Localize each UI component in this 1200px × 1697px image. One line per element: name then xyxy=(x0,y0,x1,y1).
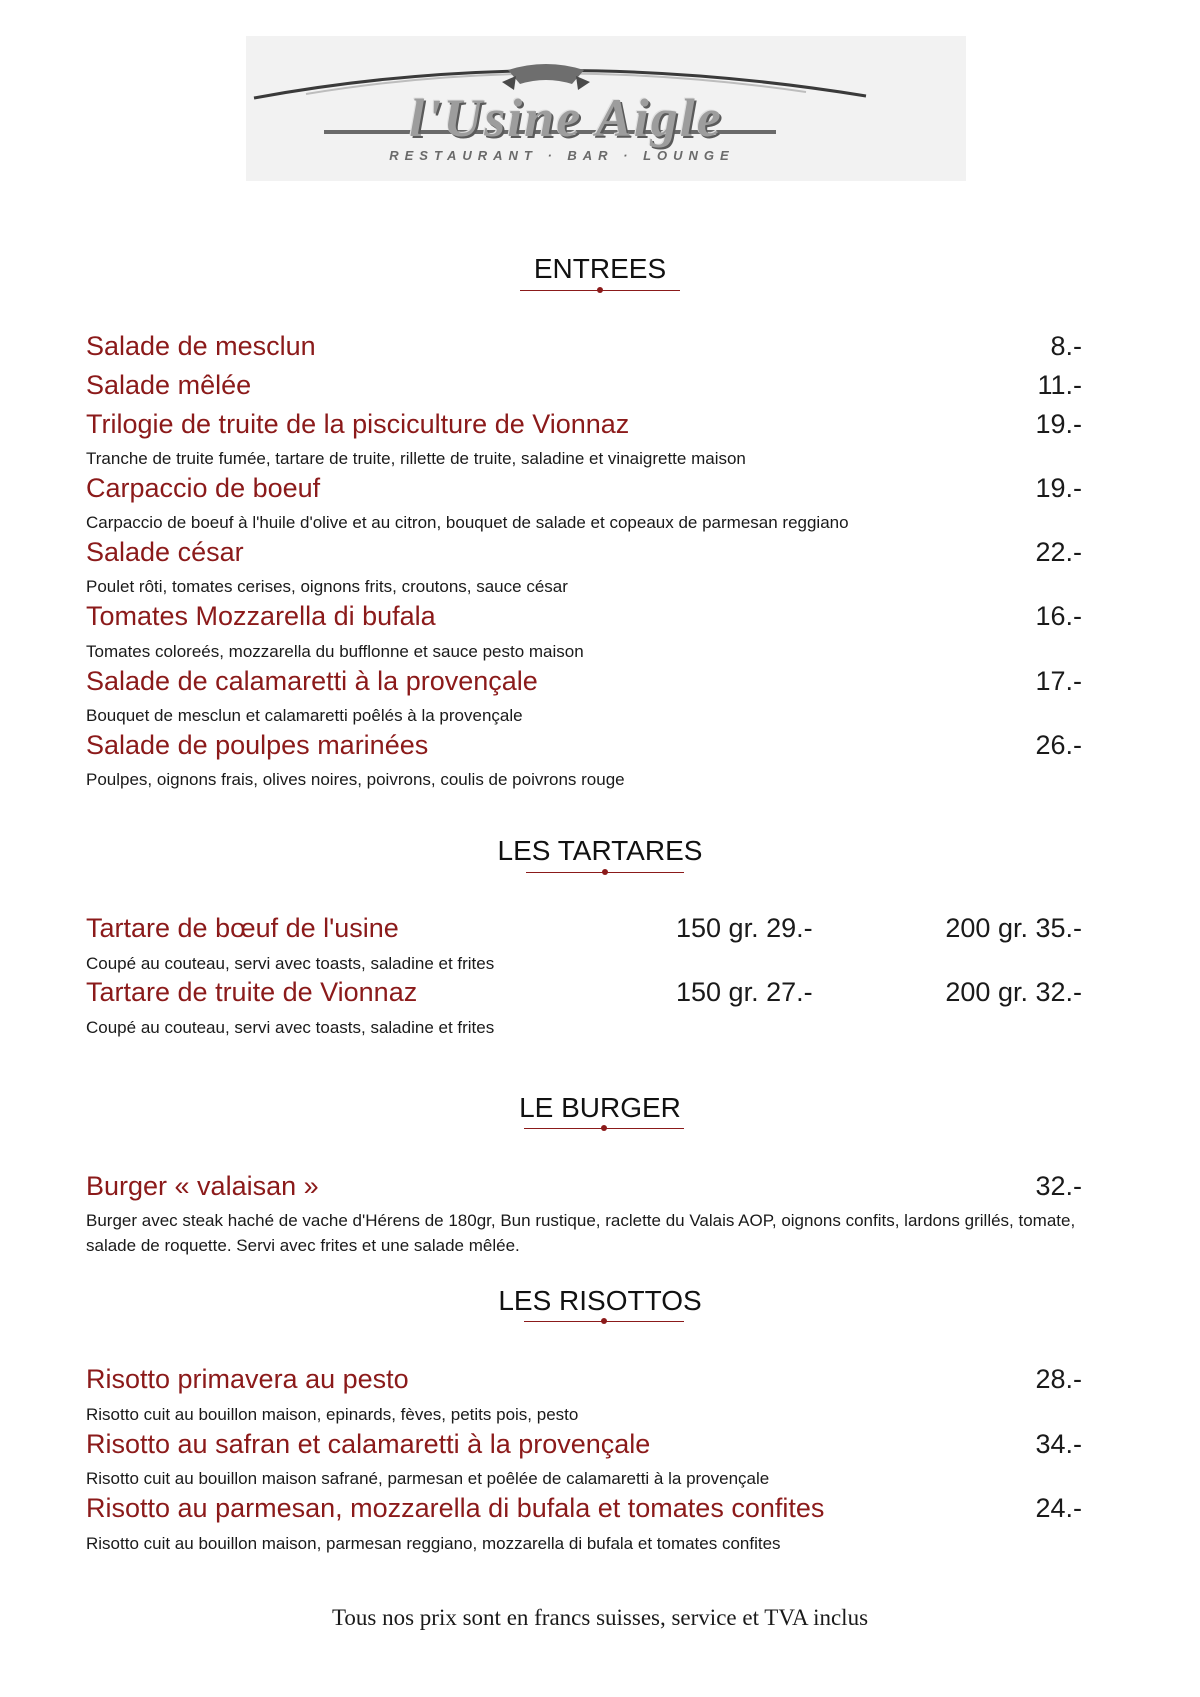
logo-wordmark: l'Usine Aigle xyxy=(409,88,723,148)
price-footnote: Tous nos prix sont en francs suisses, service et TVA inclus xyxy=(331,1605,869,1630)
menu-item-description: Coupé au couteau, servi avec toasts, saladine et frites xyxy=(86,954,495,973)
menu-item-price-small: 150 gr. 27.- xyxy=(676,977,813,1007)
menu-item-price: 11.- xyxy=(1037,370,1082,400)
menu-item-description: Tomates coloreés, mozzarella du bufflonne et sauce pesto maison xyxy=(86,642,584,661)
menu-item-name: Salade de calamaretti à la provençale xyxy=(86,666,538,696)
menu-item-name: Tartare de truite de Vionnaz xyxy=(86,977,418,1007)
menu-item-description: Carpaccio de boeuf à l'huile d'olive et au citron, bouquet de salade et copeaux de parmesan reggiano xyxy=(86,513,849,532)
section-title-entrees: ENTREES xyxy=(533,253,667,284)
menu-item-name: Salade mêlée xyxy=(86,370,252,400)
menu-item-price: 17.- xyxy=(1035,666,1082,696)
menu-item-price: 8.- xyxy=(1050,331,1082,361)
menu-item-price-large: 200 gr. 32.- xyxy=(945,977,1082,1007)
section-divider xyxy=(524,1317,684,1327)
menu-item-price: 28.- xyxy=(1035,1364,1082,1394)
menu-item-description: Risotto cuit au bouillon maison safrané, parmesan et poêlée de calamaretti à la provençale xyxy=(86,1469,770,1488)
section-divider xyxy=(526,868,684,878)
menu-item-name: Salade césar xyxy=(86,537,244,567)
menu-item-name: Salade de poulpes marinées xyxy=(86,730,429,760)
menu-item-price: 26.- xyxy=(1035,730,1082,760)
section-title-risottos: LES RISOTTOS xyxy=(498,1285,702,1316)
menu-item-name: Risotto primavera au pesto xyxy=(86,1364,409,1394)
section-divider xyxy=(524,1124,684,1134)
menu-item-name: Tomates Mozzarella di bufala xyxy=(86,601,436,631)
menu-item-price: 16.- xyxy=(1035,601,1082,631)
menu-item-description: Tranche de truite fumée, tartare de truite, rillette de truite, saladine et vinaigrette maison xyxy=(86,449,746,468)
section-title-burger: LE BURGER xyxy=(519,1092,681,1123)
menu-item-name: Trilogie de truite de la pisciculture de Vionnaz xyxy=(86,409,630,439)
menu-item-description: Coupé au couteau, servi avec toasts, saladine et frites xyxy=(86,1018,495,1037)
menu-item-description: Poulpes, oignons frais, olives noires, poivrons, coulis de poivrons rouge xyxy=(86,770,625,789)
menu-item-price: 32.- xyxy=(1035,1171,1082,1201)
menu-item-name: Salade de mesclun xyxy=(86,331,316,361)
menu-item-price: 22.- xyxy=(1035,537,1082,567)
menu-item-name: Carpaccio de boeuf xyxy=(86,473,321,503)
section-divider xyxy=(520,286,680,296)
menu-item-name: Risotto au safran et calamaretti à la provençale xyxy=(86,1429,651,1459)
menu-item-name: Tartare de bœuf de l'usine xyxy=(86,913,399,943)
menu-item-description: Risotto cuit au bouillon maison, parmesan reggiano, mozzarella di bufala et tomates confites xyxy=(86,1534,781,1553)
logo-tagline: RESTAURANT · BAR · LOUNGE xyxy=(389,148,735,163)
menu-item-price: 24.- xyxy=(1035,1493,1082,1523)
restaurant-logo xyxy=(246,36,966,181)
menu-item-price-small: 150 gr. 29.- xyxy=(676,913,813,943)
menu-item-description: Risotto cuit au bouillon maison, epinards, fèves, petits pois, pesto xyxy=(86,1405,579,1424)
menu-item-price: 34.- xyxy=(1035,1429,1082,1459)
menu-item-description: Burger avec steak haché de vache d'Hérens de 180gr, Bun rustique, raclette du Valais AOP, oignons confits, lardons grillés, tomate, salade de roquette. Servi avec frites et une salade mêlée. xyxy=(86,1211,1076,1255)
menu-item-price: 19.- xyxy=(1035,473,1082,503)
menu-item-name: Burger « valaisan » xyxy=(86,1171,319,1201)
section-title-tartares: LES TARTARES xyxy=(497,835,703,866)
menu-item-price-large: 200 gr. 35.- xyxy=(945,913,1082,943)
menu-item-price: 19.- xyxy=(1035,409,1082,439)
menu-item-description: Bouquet de mesclun et calamaretti poêlés à la provençale xyxy=(86,706,523,725)
menu-item-description: Poulet rôti, tomates cerises, oignons frits, croutons, sauce césar xyxy=(86,577,568,596)
menu-item-name: Risotto au parmesan, mozzarella di bufala et tomates confites xyxy=(86,1493,825,1523)
